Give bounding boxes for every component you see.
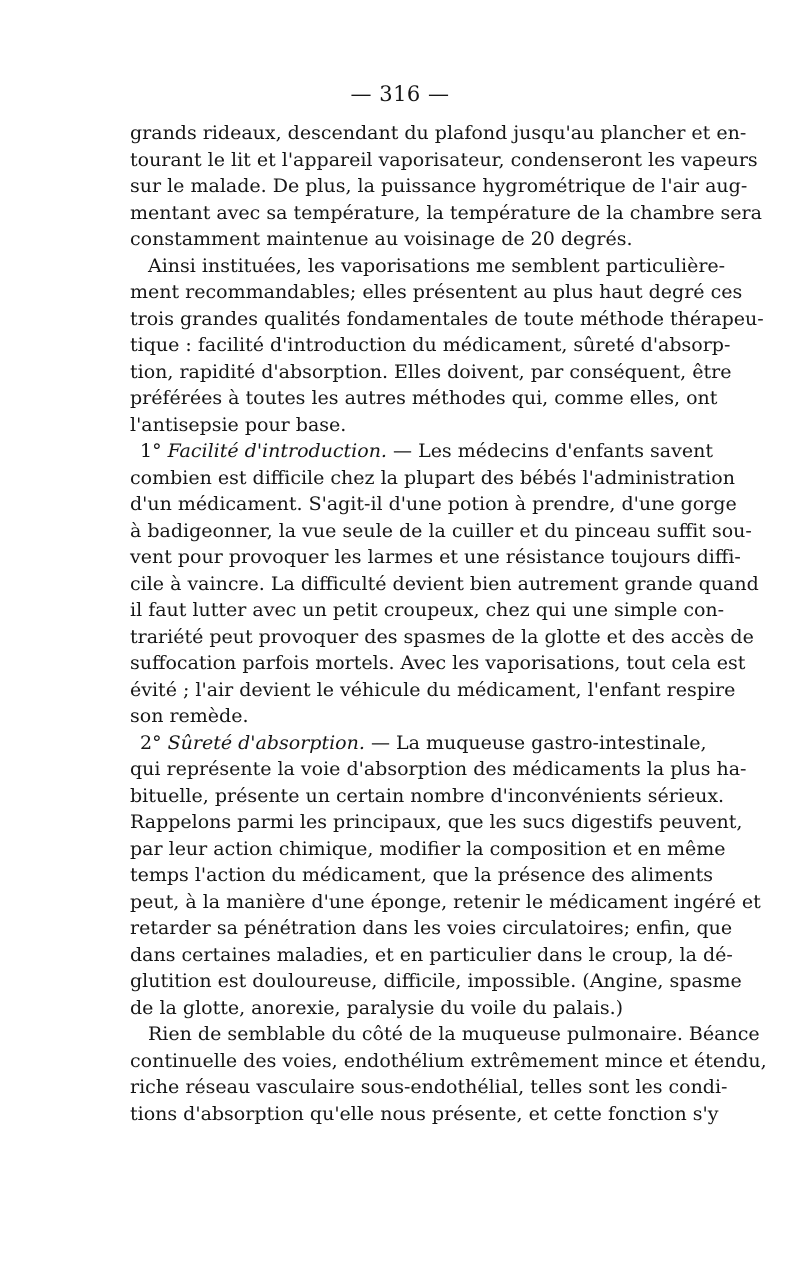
text-line: cile à vaincre. La difficulté devient bien autrement grande quand: [130, 572, 759, 595]
paragraph: [130, 253, 764, 439]
text-line: Rien de semblable du côté de la muqueuse pulmonaire. Béance: [148, 1023, 760, 1045]
body-text: [130, 120, 767, 1127]
section-number: 2°: [140, 731, 162, 754]
text-line: mentant avec sa température, la température de la chambre sera: [130, 201, 762, 224]
section-first-text: — La muqueuse gastro-intestinale,: [370, 731, 707, 754]
paragraph: [130, 730, 761, 1022]
text-line: ment recommandables; elles présentent au plus haut degré ces: [130, 281, 743, 303]
text-line: l'antisepsie pour base.: [130, 413, 347, 436]
text-line: sur le malade. De plus, la puissance hygrométrique de l'air aug-: [130, 175, 748, 197]
text-line: par leur action chimique, modifier la composition et en même: [130, 837, 726, 860]
text-line: Ainsi instituées, les vaporisations me semblent particulière-: [148, 254, 726, 277]
section-number: 1°: [140, 440, 162, 462]
text-line: tions d'absorption qu'elle nous présente, et cette fonction s'y: [130, 1102, 719, 1125]
text-line: trariété peut provoquer des spasmes de la glotte et des accès de: [130, 625, 754, 648]
text-line: bituelle, présente un certain nombre d'inconvénients sérieux.: [130, 784, 725, 807]
text-line: tourant le lit et l'appareil vaporisateur, condenseront les vapeurs: [130, 148, 758, 171]
text-line: combien est difficile chez la plupart des bébés l'administration: [130, 466, 735, 489]
text-line: à badigeonner, la vue seule de la cuiller et du pinceau suffit sou-: [130, 519, 752, 542]
paragraph: [130, 438, 759, 730]
section-heading-line: [130, 438, 713, 465]
text-line: vent pour provoquer les larmes et une résistance toujours diffi-: [130, 546, 741, 568]
text-line: qui représente la voie d'absorption des médicaments la plus ha-: [130, 758, 747, 780]
text-line: Rappelons parmi les principaux, que les sucs digestifs peuvent,: [130, 811, 743, 833]
text-line: tique : facilité d'introduction du médicament, sûreté d'absorp-: [130, 334, 731, 356]
text-line: peut, à la manière d'une éponge, retenir le médicament ingéré et: [130, 890, 761, 913]
text-line: dans certaines maladies, et en particulier dans le croup, la dé-: [130, 943, 733, 966]
text-line: trois grandes qualités fondamentales de toute méthode thérapeu-: [130, 307, 764, 330]
text-line: constamment maintenue au voisinage de 20 degrés.: [130, 228, 633, 250]
text-line: continuelle des voies, endothélium extrêmement mince et étendu,: [130, 1049, 767, 1072]
section-title: Sûreté d'absorption.: [167, 731, 365, 754]
text-line: temps l'action du médicament, que la présence des aliments: [130, 864, 713, 886]
text-line: tion, rapidité d'absorption. Elles doivent, par conséquent, être: [130, 360, 732, 383]
text-line: retarder sa pénétration dans les voies circulatoires; enfin, que: [130, 917, 733, 939]
paragraph: [130, 1021, 767, 1127]
text-line: riche réseau vasculaire sous-endothélial, telles sont les condi-: [130, 1076, 728, 1098]
text-line: il faut lutter avec un petit croupeux, chez qui une simple con-: [130, 599, 725, 621]
section-heading-line: [130, 730, 707, 757]
text-line: d'un médicament. S'agit-il d'une potion à prendre, d'une gorge: [130, 493, 737, 515]
text-line: son remède.: [130, 705, 249, 727]
text-line: évité ; l'air devient le véhicule du médicament, l'enfant respire: [130, 678, 736, 701]
text-line: grands rideaux, descendant du plafond jusqu'au plancher et en-: [130, 122, 747, 144]
section-first-text: — Les médecins d'enfants savent: [393, 440, 713, 462]
section-title: Facilité d'introduction.: [167, 440, 387, 462]
paragraph: [130, 120, 762, 253]
text-line: préférées à toutes les autres méthodes qui, comme elles, ont: [130, 387, 718, 409]
text-line: suffocation parfois mortels. Avec les vaporisations, tout cela est: [130, 652, 746, 674]
page-number: — 316 —: [350, 82, 450, 106]
text-line: glutition est douloureuse, difficile, impossible. (Angine, spasme: [130, 970, 742, 992]
text-line: de la glotte, anorexie, paralysie du voile du palais.): [130, 996, 624, 1019]
